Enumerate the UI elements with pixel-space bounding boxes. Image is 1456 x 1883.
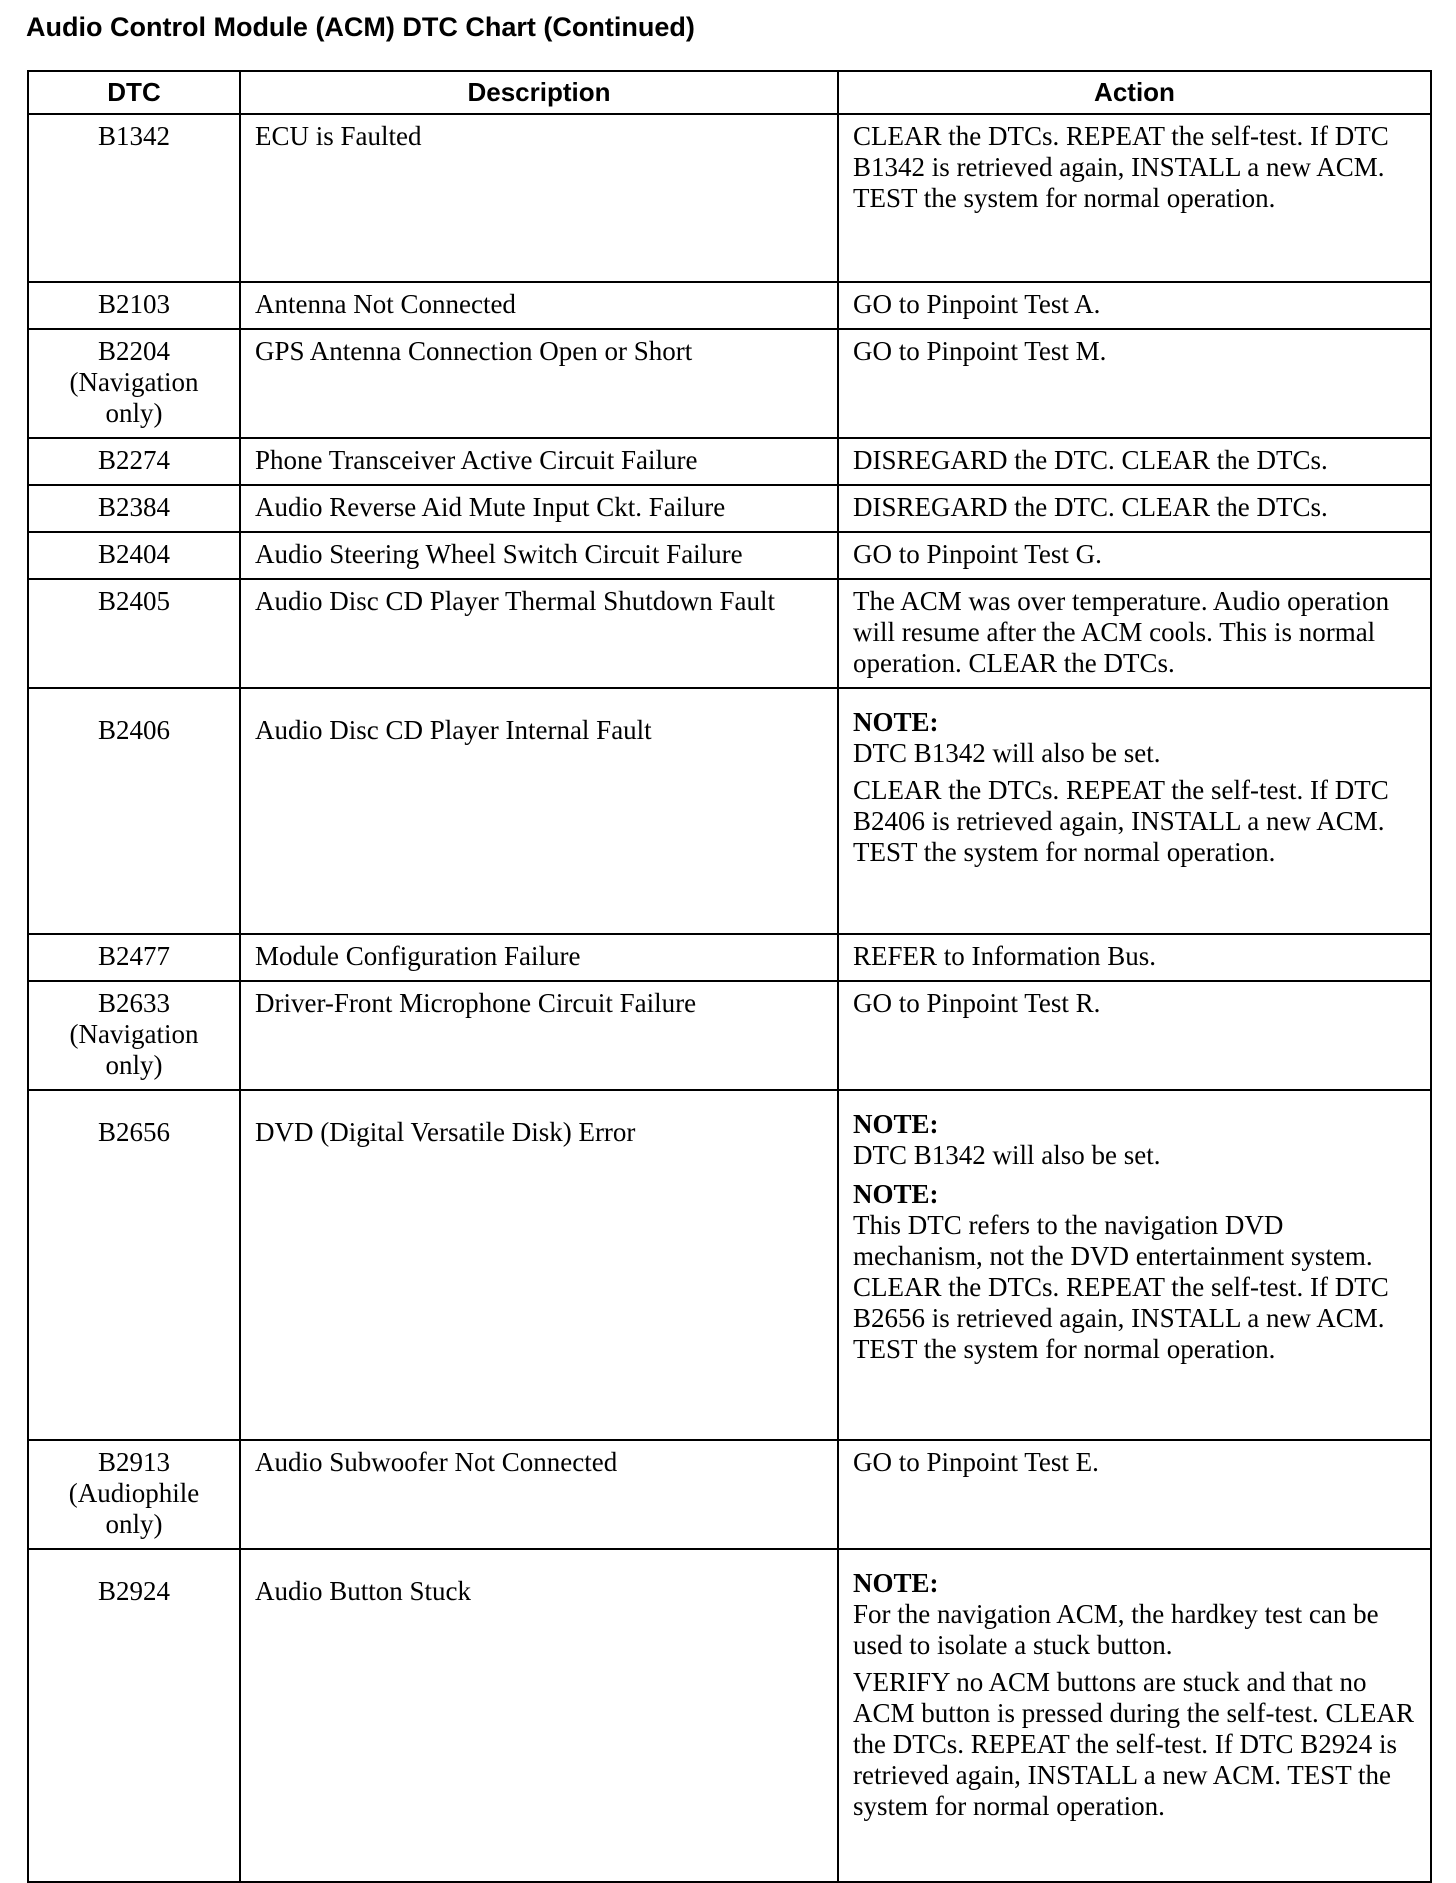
dtc-qualifier: (Audiophile only) <box>68 1478 200 1539</box>
note-label: NOTE: <box>853 1109 939 1139</box>
action-cell: REFER to Information Bus. <box>838 934 1431 981</box>
dtc-cell <box>28 1090 240 1440</box>
dtc-cell <box>28 1549 240 1882</box>
dtc-code: B2405 <box>97 586 170 616</box>
dtc-code: B2404 <box>97 539 170 569</box>
dtc-code: B2913 <box>97 1447 170 1477</box>
dtc-cell <box>28 329 240 438</box>
table-row <box>28 114 1431 282</box>
dtc-code: B2633 <box>97 988 170 1018</box>
dtc-code: B2103 <box>97 289 170 319</box>
dtc-cell <box>28 579 240 688</box>
description-cell: Audio Reverse Aid Mute Input Ckt. Failure <box>240 485 838 532</box>
dtc-code: B1342 <box>97 121 170 151</box>
table-row <box>28 688 1431 934</box>
note-label: NOTE: <box>853 1568 939 1598</box>
dtc-code: B2274 <box>97 445 170 475</box>
action-cell <box>838 1090 1431 1440</box>
header-dtc: DTC <box>28 71 240 114</box>
dtc-code: B2204 <box>97 336 170 366</box>
note-text: DTC B1342 will also be set. <box>853 1140 1161 1170</box>
action-cell: DISREGARD the DTC. CLEAR the DTCs. <box>838 438 1431 485</box>
table-row <box>28 532 1431 579</box>
description-cell: Audio Disc CD Player Thermal Shutdown Fault <box>240 579 838 688</box>
action-cell: GO to Pinpoint Test G. <box>838 532 1431 579</box>
note-text: For the navigation ACM, the hardkey test can be used to isolate a stuck button. <box>853 1599 1379 1660</box>
action-cell <box>838 1549 1431 1882</box>
table-row <box>28 579 1431 688</box>
description-cell: GPS Antenna Connection Open or Short <box>240 329 838 438</box>
table-row <box>28 1090 1431 1440</box>
dtc-qualifier: (Navigation only) <box>69 1019 199 1080</box>
dtc-qualifier: (Navigation only) <box>69 367 199 428</box>
dtc-cell <box>28 114 240 282</box>
description-cell: Audio Subwoofer Not Connected <box>240 1440 838 1549</box>
dtc-cell <box>28 688 240 934</box>
action-cell: GO to Pinpoint Test E. <box>838 1440 1431 1549</box>
dtc-cell <box>28 981 240 1090</box>
action-text: CLEAR the DTCs. REPEAT the self-test. If DTC B2656 is retrieved again, INSTALL a new ACM. TEST the system for normal operation. <box>853 1272 1389 1364</box>
description-cell: Antenna Not Connected <box>240 282 838 329</box>
dtc-cell <box>28 485 240 532</box>
action-cell: CLEAR the DTCs. REPEAT the self-test. If DTC B1342 is retrieved again, INSTALL a new ACM. TEST the system for normal operation. <box>838 114 1431 282</box>
dtc-code: B2406 <box>97 715 170 745</box>
action-cell: GO to Pinpoint Test R. <box>838 981 1431 1090</box>
table-row <box>28 934 1431 981</box>
table-row <box>28 485 1431 532</box>
table-row <box>28 1440 1431 1549</box>
table-row <box>28 1549 1431 1882</box>
note-label: NOTE: <box>853 707 939 737</box>
dtc-cell <box>28 532 240 579</box>
description-cell: Phone Transceiver Active Circuit Failure <box>240 438 838 485</box>
header-action: Action <box>838 71 1431 114</box>
dtc-code: B2384 <box>97 492 170 522</box>
table-header-row <box>28 71 1431 114</box>
dtc-code: B2477 <box>97 941 170 971</box>
action-text: VERIFY no ACM buttons are stuck and that no ACM button is pressed during the self-test. CLEAR the DTCs. REPEAT the self-test. If DTC B2924 is retrieved again, INSTALL a new ACM. TEST the system for normal operation. <box>853 1667 1414 1821</box>
note-text: This DTC refers to the navigation DVD mechanism, not the DVD entertainment system. <box>853 1210 1373 1271</box>
dtc-code: B2924 <box>97 1576 170 1606</box>
table-row <box>28 438 1431 485</box>
note-label: NOTE: <box>853 1179 939 1209</box>
table-row <box>28 981 1431 1090</box>
dtc-cell <box>28 438 240 485</box>
page-title: Audio Control Module (ACM) DTC Chart (Continued) <box>26 12 695 42</box>
action-text: CLEAR the DTCs. REPEAT the self-test. If DTC B2406 is retrieved again, INSTALL a new ACM. TEST the system for normal operation. <box>853 775 1389 867</box>
table-row <box>28 329 1431 438</box>
description-cell: ECU is Faulted <box>240 114 838 282</box>
description-cell: Audio Steering Wheel Switch Circuit Failure <box>240 532 838 579</box>
action-cell <box>838 688 1431 934</box>
header-description: Description <box>240 71 838 114</box>
dtc-cell <box>28 282 240 329</box>
action-cell: DISREGARD the DTC. CLEAR the DTCs. <box>838 485 1431 532</box>
description-cell: Driver-Front Microphone Circuit Failure <box>240 981 838 1090</box>
action-cell: The ACM was over temperature. Audio operation will resume after the ACM cools. This is normal operation. CLEAR the DTCs. <box>838 579 1431 688</box>
description-cell: Audio Disc CD Player Internal Fault <box>240 688 838 934</box>
dtc-cell <box>28 1440 240 1549</box>
table-row <box>28 282 1431 329</box>
description-cell: DVD (Digital Versatile Disk) Error <box>240 1090 838 1440</box>
action-cell: GO to Pinpoint Test A. <box>838 282 1431 329</box>
dtc-chart-table <box>27 70 1432 1883</box>
dtc-code: B2656 <box>97 1117 170 1147</box>
description-cell: Module Configuration Failure <box>240 934 838 981</box>
action-cell: GO to Pinpoint Test M. <box>838 329 1431 438</box>
note-text: DTC B1342 will also be set. <box>853 738 1161 768</box>
dtc-cell <box>28 934 240 981</box>
description-cell: Audio Button Stuck <box>240 1549 838 1882</box>
